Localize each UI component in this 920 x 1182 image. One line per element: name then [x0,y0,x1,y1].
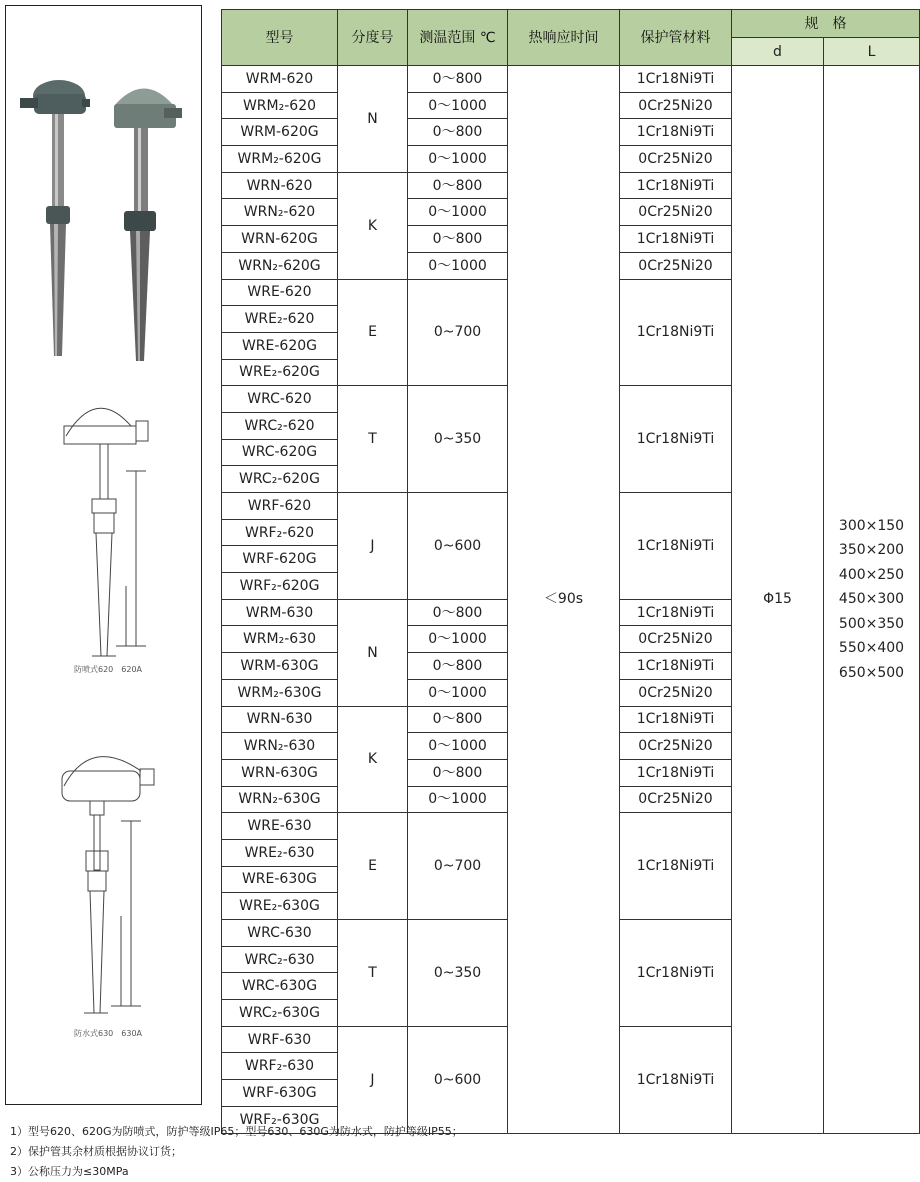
model-cell: WRM₂-620 [222,92,338,119]
header-d: d [732,38,824,66]
model-cell: WRN-620 [222,172,338,199]
material-cell: 1Cr18Ni9Ti [620,279,732,386]
range-cell: 0～1000 [408,146,508,173]
header-spec: 规 格 [732,10,920,38]
drawing-630 [56,741,166,1026]
model-cell: WRN-620G [222,226,338,253]
range-cell: 0～1000 [408,626,508,653]
model-cell: WRC₂-630 [222,946,338,973]
model-cell: WRF₂-620 [222,519,338,546]
model-cell: WRN₂-620 [222,199,338,226]
model-cell: WRM-630G [222,653,338,680]
model-cell: WRF₂-620G [222,573,338,600]
product-image-panel [5,5,202,1105]
header-response: 热响应时间 [508,10,620,66]
model-cell: WRM₂-630G [222,679,338,706]
model-cell: WRF-630 [222,1026,338,1053]
response-time-cell: ＜90s [508,66,620,1134]
material-cell: 1Cr18Ni9Ti [620,66,732,93]
model-cell: WRM-630 [222,599,338,626]
material-cell: 1Cr18Ni9Ti [620,493,732,600]
range-cell: 0~350 [408,920,508,1027]
range-cell: 0~700 [408,279,508,386]
model-cell: WRE-630G [222,866,338,893]
L-value: 500×350 [838,615,905,632]
range-cell: 0～1000 [408,679,508,706]
model-cell: WRM-620 [222,66,338,93]
L-values-cell [824,66,920,1134]
material-cell: 0Cr25Ni20 [620,733,732,760]
drawing-620 [56,391,166,666]
model-cell: WRE-630 [222,813,338,840]
graduation-cell: J [338,1026,408,1133]
range-cell: 0～1000 [408,252,508,279]
model-cell: WRE₂-630G [222,893,338,920]
range-cell: 0~600 [408,493,508,600]
table-row [222,66,920,93]
model-cell: WRE₂-620 [222,306,338,333]
thermocouple-left-photo [20,80,90,356]
model-cell: WRF-630G [222,1080,338,1107]
graduation-cell: E [338,279,408,386]
L-value: 650×500 [838,664,905,681]
graduation-cell: K [338,172,408,279]
L-value: 400×250 [838,566,905,583]
graduation-cell: K [338,706,408,813]
range-cell: 0～800 [408,66,508,93]
thermocouple-photo [14,66,194,366]
model-cell: WRE-620G [222,332,338,359]
model-cell: WRM₂-630 [222,626,338,653]
material-cell: 0Cr25Ni20 [620,199,732,226]
model-cell: WRN-630 [222,706,338,733]
drawing-630-caption: 防水式630 630A [74,1029,143,1038]
model-cell: WRF₂-630G [222,1106,338,1133]
model-cell: WRN₂-620G [222,252,338,279]
range-cell: 0～1000 [408,786,508,813]
material-cell: 0Cr25Ni20 [620,626,732,653]
range-cell: 0～800 [408,653,508,680]
material-cell: 1Cr18Ni9Ti [620,706,732,733]
material-cell: 1Cr18Ni9Ti [620,920,732,1027]
range-cell: 0～800 [408,759,508,786]
range-cell: 0～800 [408,172,508,199]
footnote-1: 1）型号620、620G为防喷式，防护等级IP65；型号630、630G为防水式，防护等级IP55； [10,1125,463,1138]
range-cell: 0～1000 [408,92,508,119]
model-cell: WRN₂-630 [222,733,338,760]
footnote-3: 3）公称压力为≤30MPa [10,1165,129,1178]
range-cell: 0～800 [408,706,508,733]
footnote-2: 2）保护管其余材质根据协议订货； [10,1145,182,1158]
range-cell: 0～800 [408,119,508,146]
material-cell: 1Cr18Ni9Ti [620,386,732,493]
model-cell: WRC₂-620G [222,466,338,493]
material-cell: 0Cr25Ni20 [620,679,732,706]
header-range: 测温范围 ℃ [408,10,508,66]
model-cell: WRC-630 [222,920,338,947]
material-cell: 0Cr25Ni20 [620,92,732,119]
material-cell: 1Cr18Ni9Ti [620,759,732,786]
spec-table [221,9,920,1134]
range-cell: 0~600 [408,1026,508,1133]
model-cell: WRN₂-630G [222,786,338,813]
graduation-cell: T [338,920,408,1027]
header-material: 保护管材料 [620,10,732,66]
model-cell: WRC-620G [222,439,338,466]
L-value: 550×400 [838,640,905,656]
model-cell: WRC₂-630G [222,1000,338,1027]
material-cell: 0Cr25Ni20 [620,786,732,813]
material-cell: 1Cr18Ni9Ti [620,226,732,253]
model-cell: WRM-620G [222,119,338,146]
graduation-cell: E [338,813,408,920]
model-cell: WRF-620 [222,493,338,520]
model-cell: WRN-630G [222,759,338,786]
model-cell: WRC-630G [222,973,338,1000]
range-cell: 0～800 [408,599,508,626]
model-cell: WRF₂-630 [222,1053,338,1080]
material-cell: 0Cr25Ni20 [620,252,732,279]
d-value-cell: Φ15 [732,66,824,1134]
material-cell: 1Cr18Ni9Ti [620,813,732,920]
graduation-cell: N [338,599,408,706]
model-cell: WRM₂-620G [222,146,338,173]
range-cell: 0～800 [408,226,508,253]
graduation-cell: T [338,386,408,493]
range-cell: 0～1000 [408,199,508,226]
model-cell: WRE₂-620G [222,359,338,386]
material-cell: 1Cr18Ni9Ti [620,172,732,199]
material-cell: 1Cr18Ni9Ti [620,1026,732,1133]
range-cell: 0~350 [408,386,508,493]
spec-table-body [222,66,920,1134]
L-value: 350×200 [838,542,905,558]
footnotes [10,1122,463,1182]
drawing-620-caption: 防喷式620 620A [74,665,143,674]
model-cell: WRE-620 [222,279,338,306]
model-cell: WRC₂-620 [222,412,338,439]
model-cell: WRC-620 [222,386,338,413]
material-cell: 1Cr18Ni9Ti [620,653,732,680]
L-value: 450×300 [838,591,905,607]
material-cell: 0Cr25Ni20 [620,146,732,173]
L-value: 300×150 [838,517,905,534]
range-cell: 0~700 [408,813,508,920]
graduation-cell: J [338,493,408,600]
graduation-cell: N [338,66,408,173]
material-cell: 1Cr18Ni9Ti [620,599,732,626]
material-cell: 1Cr18Ni9Ti [620,119,732,146]
range-cell: 0～1000 [408,733,508,760]
header-L: L [824,38,920,66]
model-cell: WRE₂-630 [222,839,338,866]
header-model: 型号 [222,10,338,66]
thermocouple-right-photo [114,89,182,362]
header-graduation: 分度号 [338,10,408,66]
model-cell: WRF-620G [222,546,338,573]
